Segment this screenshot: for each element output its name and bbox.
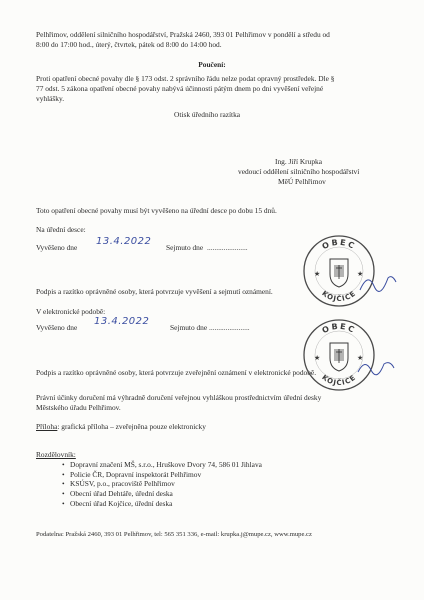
electronic-board-label: V elektronické podobě: [36, 307, 106, 316]
electronic-removed-dots: ...................... [209, 323, 250, 332]
official-posted-date: 13.4.2022 [96, 236, 152, 247]
top-paragraph-line-2: 8:00 do 17:00 hod., úterý, čtvrtek, pátek od 8:00 do 14:00 hod. [36, 40, 222, 49]
signatory-office: MěÚ Pelhřimov [278, 177, 326, 186]
star-icon: ★ [357, 270, 364, 278]
list-item: • Policie ČR, Dopravní inspektorát Pelhřimov [62, 470, 362, 480]
signature-scribble-1 [358, 268, 398, 298]
signatory-name: Ing. Jiří Krupka [275, 157, 323, 166]
stamp-1-bottom-text: KOJČICE [320, 289, 358, 304]
signatory-role: vedoucí oddělení silničního hospodářství [238, 167, 360, 176]
attachment-label: Příloha [36, 422, 58, 431]
pouceni-line-1: Proti opatření obecné povahy dle § 173 odst. 2 správního řádu nelze podat opravný prostředek. Dle § [36, 74, 335, 83]
star-icon: ★ [314, 270, 321, 278]
stamp-caption: Otisk úředního razítka [174, 110, 241, 119]
pouceni-line-2: 77 odst. 5 zákona opatření obecné povahy nabývá účinnosti pátým dnem po dni vyvěšení veřejné [36, 84, 324, 93]
validity-note-line-2: Městského úřadu Pelhřimov. [36, 403, 121, 412]
electronic-posted-date: 13.4.2022 [94, 316, 150, 327]
distribution-heading: Rozdělovník: [36, 450, 76, 459]
list-item: • Obecní úřad Kojčice, úřední deska [62, 499, 362, 509]
attachment-text: : grafická příloha – zveřejněna pouze elektronicky [57, 422, 206, 431]
stamp-1-top-text: OBEC [320, 237, 358, 252]
electronic-posted-label: Vyvěšeno dne [36, 323, 78, 332]
distribution-list [62, 460, 362, 509]
stamp-2-top-text: OBEC [320, 321, 358, 336]
pouceni-line-3: vyhlášky. [36, 94, 65, 103]
footer-contact: Podatelna: Pražská 2460, 393 01 Pelhřimov, tel: 565 351 336, e-mail: krupka.j@mupe.cz, www.mupe.cz [36, 531, 312, 538]
signature-scribble-2 [356, 352, 396, 382]
attachment-note [36, 422, 206, 432]
coat-of-arms-icon [330, 259, 348, 287]
validity-note-line-1: Právní účinky doručení má výhradně doručení veřejnou vyhláškou prostřednictvím úřední desky [36, 393, 322, 402]
electronic-signature-note: Podpis a razítko oprávněné osoby, která potvrzuje zveřejnění oznámení v elektronické podobě. [36, 368, 317, 377]
official-posted-label: Vyvěšeno dne [36, 243, 78, 252]
pouceni-heading: Poučení: [198, 60, 226, 69]
official-board-label: Na úřední desce: [36, 225, 86, 234]
svg-text:KOJČICE [320, 373, 357, 387]
official-removed-label: Sejmuto dne [166, 243, 204, 252]
electronic-removed-label: Sejmuto dne [170, 323, 208, 332]
coat-of-arms-icon [330, 343, 348, 371]
posting-notice: Toto opatření obecné povahy musí být vyvěšeno na úřední desce po dobu 15 dnů. [36, 206, 277, 215]
stamp-2-bottom-text: KOJČICE [320, 373, 358, 388]
svg-text:OBEC [321, 322, 358, 335]
list-item: • Dopravní značení MŠ, s.r.o., Hruškove Dvory 74, 586 01 Jihlava [62, 460, 362, 470]
official-signature-note: Podpis a razítko oprávněné osoby, která potvrzuje vyvěšení a sejmutí oznámení. [36, 287, 273, 296]
svg-text:KOJČICE [320, 289, 357, 303]
star-icon: ★ [314, 354, 321, 362]
svg-text:OBEC [321, 238, 358, 251]
list-item: • KSÚSV, p.o., pracoviště Pelhřimov [62, 479, 362, 489]
top-paragraph-line-1: Pelhřimov, oddělení silničního hospodářství, Pražská 2460, 393 01 Pelhřimov v pondělí a středu od [36, 30, 330, 39]
star-icon: ★ [357, 354, 364, 362]
official-removed-dots: ...................... [207, 243, 248, 252]
list-item: • Obecní úřad Dehtáře, úřední deska [62, 489, 362, 499]
